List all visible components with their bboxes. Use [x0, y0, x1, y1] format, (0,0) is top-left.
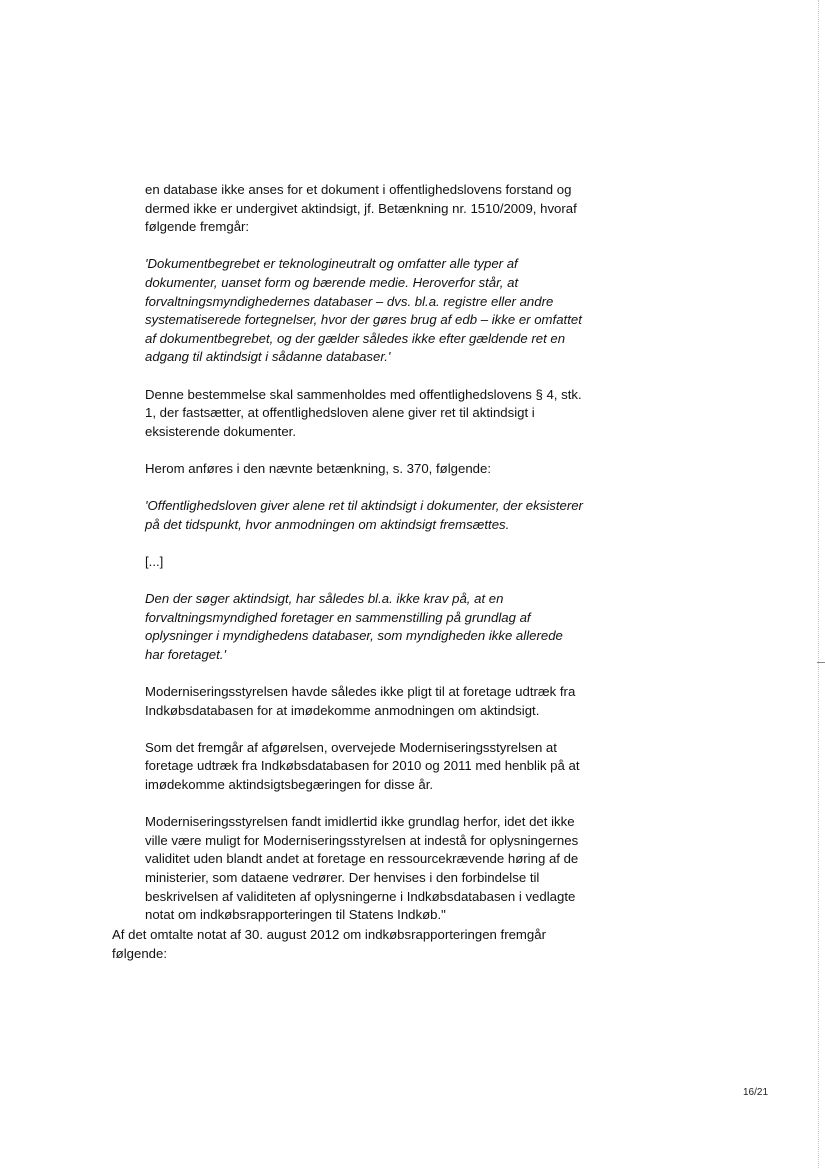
quote-offentlighedsloven: 'Offentlighedsloven giver alene ret til aktindsigt i dokumenter, der eksisterer på det tidspunkt, hvor anmodningen om aktindsigt fremsættes. [145, 498, 583, 532]
paragraph-intro: en database ikke anses for et dokument i offentlighedslovens forstand og dermed ikke er undergivet aktindsigt, jf. Betænkning nr. 1510/2009, hvoraf følgende fremgår: [145, 182, 577, 235]
quote-dokumentbegrebet: 'Dokumentbegrebet er teknologineutralt og omfatter alle typer af dokumenter, uanset form og bærende medie. Heroverfor står, at forvaltningsmyndighedernes databaser – dvs. bl.a. registre eller andre systematiserede fortegnelser, hvor der gøres brug af edb – ikke er omfattet af dokumentbegrebet, og der gælder således ikke efter gældende ret en adgang til aktindsigt i sådanne databaser.' [145, 256, 582, 365]
scan-edge-mark [817, 662, 825, 663]
body-text [145, 181, 585, 925]
paragraph-bestemmelse: Denne bestemmelse skal sammenholdes med offentlighedslovens § 4, stk. 1, der fastsætter, at offentlighedsloven alene giver ret til aktindsigt i eksisterende dokumenter. [145, 386, 582, 439]
quote-soeger-aktindsigt: Den der søger aktindsigt, har således bl.a. ikke krav på, at en forvaltningsmyndighed foretager en sammenstilling på grundlag af oplysninger i myndighedens databaser, som myndigheden ikke allerede har foretaget.' [145, 591, 563, 662]
paragraph-notat: Af det omtalte notat af 30. august 2012 om indkøbsrapporteringen fremgår følgende: [112, 927, 546, 961]
paragraph-pligt: Moderniseringsstyrelsen havde således ikke pligt til at foretage udtræk fra Indkøbsdatabasen for at imødekomme anmodningen om aktindsigt. [145, 684, 576, 718]
scan-edge-line [818, 0, 819, 1168]
paragraph-afgoerelsen: Som det fremgår af afgørelsen, overvejede Moderniseringsstyrelsen at foretage udtræk fra Indkøbsdatabasen for 2010 og 2011 med henblik på at imødekomme aktindsigtsbegæringen for disse år. [145, 739, 580, 792]
quote-ellipsis: [...] [145, 553, 164, 569]
page-number: 16/21 [743, 1087, 769, 1098]
paragraph-grundlag: Moderniseringsstyrelsen fandt imidlertid ikke grundlag herfor, idet det ikke ville være muligt for Moderniseringsstyrelsen at indestå for oplysningernes validitet uden blandt andet at foretage en ressourcekrævende høring af de ministerier, som dataene vedrører. Der henvises i den forbindelse til beskrivelsen af validiteten af oplysningerne i Indkøbsdatabasen i vedlagte notat om indkøbsrapporteringen til Statens Indkøb." [145, 814, 579, 923]
paragraph-herom: Herom anføres i den nævnte betænkning, s. 370, følgende: [145, 460, 491, 476]
